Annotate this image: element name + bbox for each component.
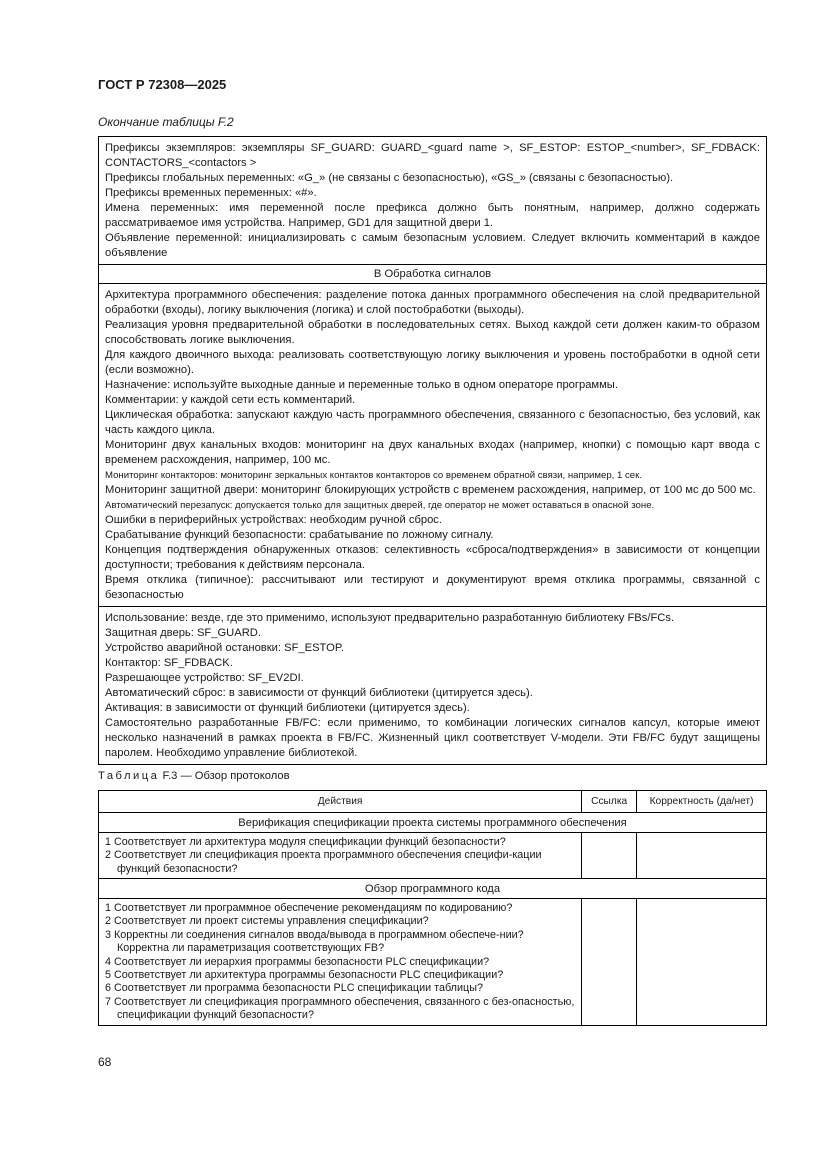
paragraph: Автоматический перезапуск: допускается только для защитных дверей, где оператор не может оставаться в опасной зоне. xyxy=(105,500,655,511)
table-header-row xyxy=(99,791,767,813)
paragraph: Префиксы временных переменных: «#». xyxy=(105,187,317,199)
naming-conventions-block xyxy=(99,137,766,265)
column-header-correctness: Корректность (да/нет) xyxy=(637,791,767,813)
section-row xyxy=(99,879,767,899)
paragraph: Для каждого двоичного выхода: реализовать соответствующую логику выключения и уровень постобработки в одной сети (если возможно). xyxy=(105,349,760,376)
table-f3-caption xyxy=(98,770,290,782)
actions-cell xyxy=(99,899,582,1026)
page-number: 68 xyxy=(98,1055,112,1069)
paragraph: Комментарии: у каждой сети есть комментарий. xyxy=(105,394,356,406)
question-item: 4 Соответствует ли иерархия программы безопасности PLC спецификации? xyxy=(105,955,490,968)
paragraph: Самостоятельно разработанные FB/FC: если применимо, то комбинации логических сигналов капсул, которые имеют несколько назначений в рамках проекта в FB/FC. Жизненный цикл соответствует V-модели. Эти FB/FC будут защищены паролем. Необходимо управление библиотекой. xyxy=(105,717,760,759)
paragraph: Мониторинг защитной двери: мониторинг блокирующих устройств с временем расхождения, например, от 100 мс до 500 мс. xyxy=(105,484,756,496)
paragraph: Время отклика (типичное): рассчитывают или тестируют и документируют время отклика программы, связанной с безопасностью xyxy=(105,574,760,601)
section-row xyxy=(99,813,767,833)
paragraph: Контактор: SF_FDBACK. xyxy=(105,657,233,669)
paragraph: Префиксы глобальных переменных: «G_» (не связаны с безопасностью), «GS_» (связаны с безопасностью). xyxy=(105,172,674,184)
signal-processing-block xyxy=(99,284,766,607)
paragraph: Ошибки в периферийных устройствах: необходим ручной сброс. xyxy=(105,514,443,526)
correctness-cell xyxy=(637,899,767,1026)
question-item: 2 Соответствует ли проект системы управления спецификации? xyxy=(105,915,429,928)
question-item: 6 Соответствует ли программа безопасности PLC спецификации таблицы? xyxy=(105,982,483,995)
paragraph: Объявление переменной: инициализировать с самым безопасным условием. Следует включить комментарий в каждое объявление xyxy=(105,232,760,259)
paragraph: Разрешающее устройство: SF_EV2DI. xyxy=(105,672,304,684)
paragraph: Мониторинг двух канальных входов: мониторинг на двух канальных входах (например, кнопки) с помощью карт ввода с временем расхождения, например, 100 мс. xyxy=(105,439,760,466)
section-heading-signal-processing: В Обработка сигналов xyxy=(99,265,766,284)
paragraph: Защитная дверь: SF_GUARD. xyxy=(105,627,261,639)
question-item: 1 Соответствует ли архитектура модуля спецификации функций безопасности? xyxy=(105,836,506,848)
paragraph: Автоматический сброс: в зависимости от функций библиотеки (цитируется здесь). xyxy=(105,687,533,699)
section-title-verification: Верификация спецификации проекта системы программного обеспечения xyxy=(99,813,767,833)
table-row xyxy=(99,899,767,1026)
section-title-code-review: Обзор программного кода xyxy=(99,879,767,899)
document-header: ГОСТ Р 72308—2025 xyxy=(98,77,227,92)
table-f3 xyxy=(98,790,767,1026)
table-row xyxy=(99,833,767,879)
paragraph: Активация: в зависимости от функций библиотеки (цитируется здесь). xyxy=(105,702,470,714)
actions-cell xyxy=(99,833,582,879)
question-item: 1 Соответствует ли программное обеспечение рекомендациям по кодированию? xyxy=(105,902,513,914)
paragraph: Использование: везде, где это применимо, используют предварительно разработанную библиотеку FBs/FCs. xyxy=(105,612,675,624)
column-header-reference: Ссылка xyxy=(582,791,637,813)
correctness-cell xyxy=(637,833,767,879)
question-item: 5 Соответствует ли архитектура программы безопасности PLC спецификации? xyxy=(105,969,504,982)
reference-cell xyxy=(582,833,637,879)
table-title: F.3 — Обзор протоколов xyxy=(162,770,290,782)
table-continuation-caption: Окончание таблицы F.2 xyxy=(98,115,234,129)
table-word: Таблица xyxy=(98,770,160,782)
paragraph: Мониторинг контакторов: мониторинг зеркальных контактов контакторов со временем обратной связи, например, 1 сек. xyxy=(105,470,642,481)
reference-cell xyxy=(582,899,637,1026)
question-item: 3 Корректны ли соединения сигналов ввода/вывода в программном обеспече-нии? Корректна ли параметризация соответствующих FB? xyxy=(105,928,524,955)
question-item: 7 Соответствует ли спецификация программного обеспечения, связанного с без-опасностью, спецификации функций безопасности? xyxy=(105,995,575,1022)
library-usage-block xyxy=(99,607,766,764)
paragraph: Префиксы экземпляров: экземпляры SF_GUARD: GUARD_<guard name >, SF_ESTOP: ESTOP_<number>, SF_FDBACK: CONTACTORS_<contactors > xyxy=(105,142,760,169)
question-item: 2 Соответствует ли спецификация проекта программного обеспечения специфи-кации функций безопасности? xyxy=(105,849,542,875)
paragraph: Архитектура программного обеспечения: разделение потока данных программного обеспечения на слой предварительной обработки (входы), логику выключения (логика) и слой постобработки (выходы). xyxy=(105,289,760,316)
paragraph: Реализация уровня предварительной обработки в последовательных сетях. Выход каждой сети должен каким-то образом способствовать логике выключения. xyxy=(105,319,760,346)
paragraph: Имена переменных: имя переменной после префикса должно быть понятным, например, должно содержать рассматриваемое имя устройства. Например, GD1 для защитной двери 1. xyxy=(105,202,760,229)
paragraph: Концепция подтверждения обнаруженных отказов: селективность «сброса/подтверждения» в зависимости от концепции доступности; требования к действиям персонала. xyxy=(105,544,760,571)
paragraph: Устройство аварийной остановки: SF_ESTOP. xyxy=(105,642,345,654)
paragraph: Циклическая обработка: запускают каждую часть программного обеспечения, связанного с безопасностью, без условий, как часть каждого цикла. xyxy=(105,409,760,436)
table-f2 xyxy=(98,136,767,765)
paragraph: Назначение: используйте выходные данные и переменные только в одном операторе программы. xyxy=(105,379,618,391)
column-header-actions: Действия xyxy=(99,791,582,813)
paragraph: Срабатывание функций безопасности: срабатывание по ложному сигналу. xyxy=(105,529,494,541)
